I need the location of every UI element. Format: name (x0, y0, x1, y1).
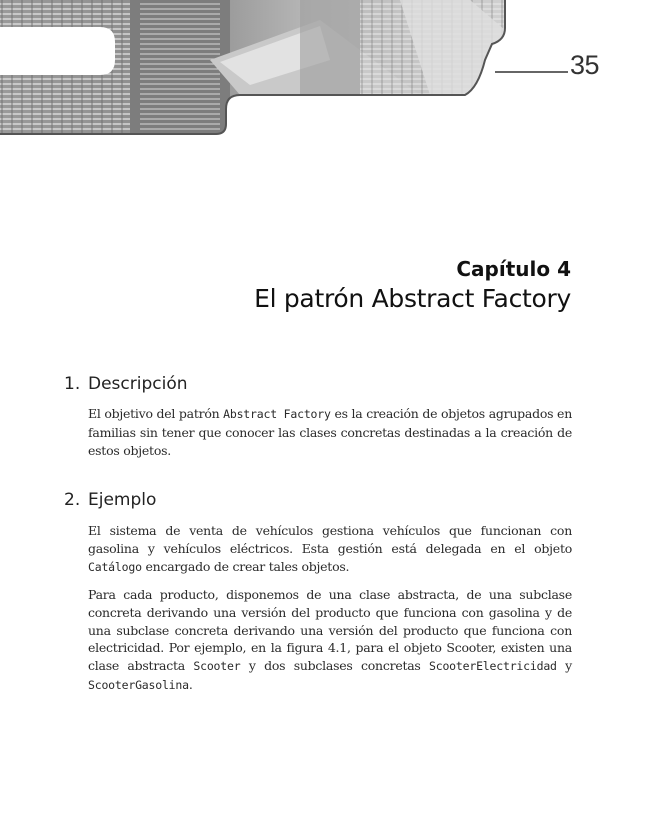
text-run: y dos subclases concretas (240, 658, 430, 674)
code-term: Scooter (193, 659, 241, 674)
text-run: y (556, 658, 572, 674)
section-title: Descripción (88, 374, 188, 394)
text-run: es la creación de objetos agrupados en familias sin tener que conocer las clases concretas destinadas a la creación de estos objetos. (88, 406, 573, 458)
text-run: encargado de crear tales objetos. (141, 558, 350, 574)
section-heading-descripcion (64, 374, 188, 394)
text-run: . (188, 676, 193, 692)
chapter-label: Capítulo 4 (456, 257, 571, 281)
text-run: El sistema de venta de vehículos gestiona vehículos que funcionan con gasolina y vehículos eléctricos. Esta gestión está delegada en el objeto (88, 523, 572, 556)
page-number: 35 (570, 50, 600, 80)
paragraph (88, 586, 572, 695)
text-run: Para cada producto, disponemos de una clase abstracta, de una subclase concreta derivando una versión del producto que funciona con gasolina y de una subclase concreta derivando una versión del producto que funciona con electricidad. Por ejemplo, en la figura 4.1, para el objeto Scooter, existen una clase abstracta (88, 587, 572, 674)
code-term: Catálogo (88, 559, 142, 574)
section-title: Ejemplo (88, 490, 157, 510)
code-term: ScooterGasolina (88, 677, 189, 692)
text-run: El objetivo del patrón (88, 406, 224, 421)
chapter-title: El patrón Abstract Factory (254, 284, 571, 313)
section-number: 2. (64, 490, 81, 510)
paragraph (88, 405, 572, 459)
section-number: 1. (64, 374, 81, 394)
section-heading-ejemplo (64, 490, 156, 510)
code-term: Abstract Factory (223, 407, 331, 421)
paragraph (88, 522, 572, 576)
code-term: ScooterElectricidad (429, 659, 557, 674)
